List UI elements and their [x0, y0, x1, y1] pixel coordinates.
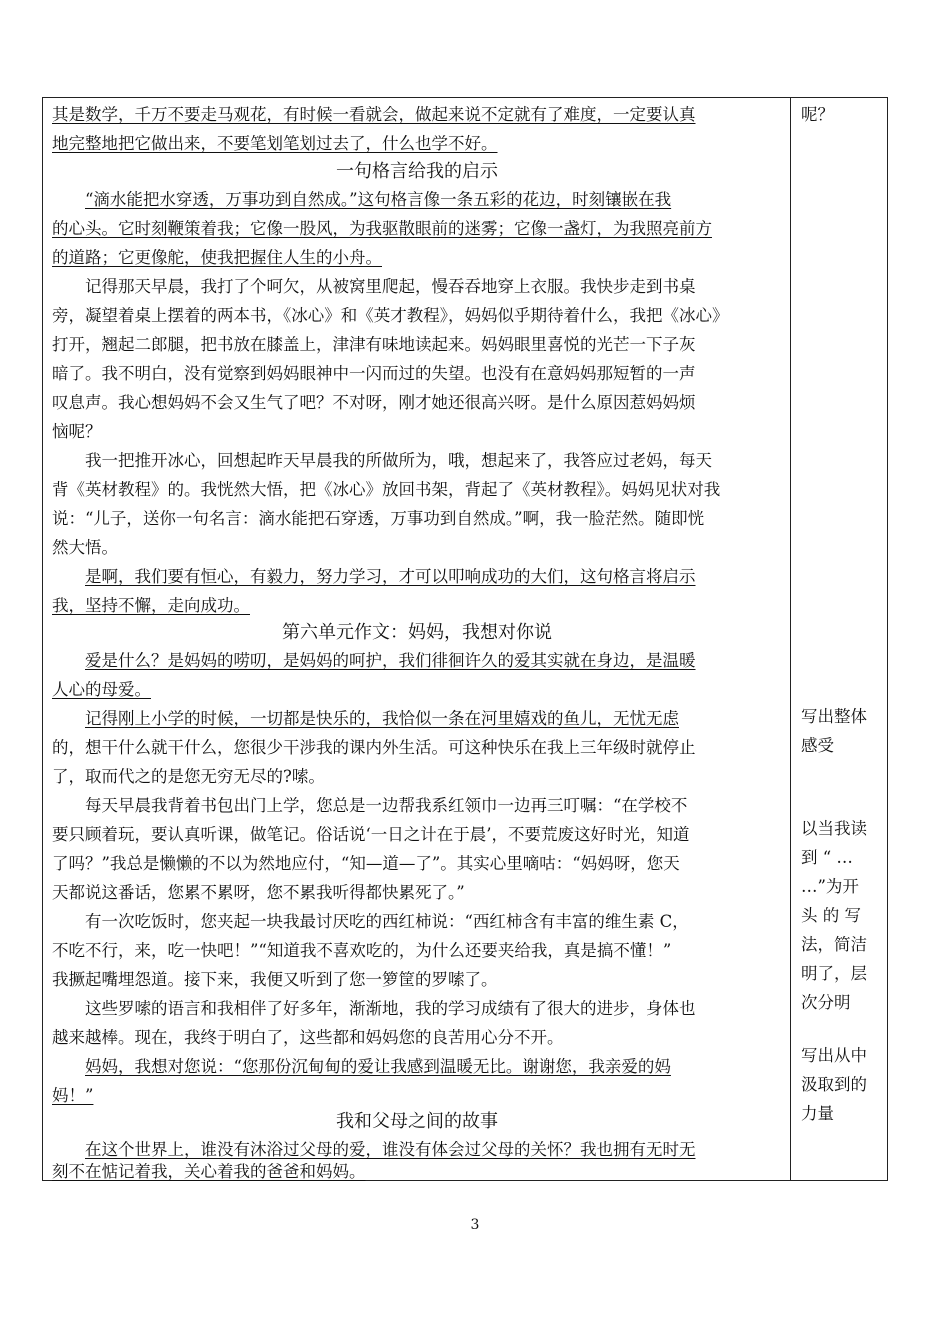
comment-line: 法，简洁	[801, 935, 867, 954]
text-line: 的道路；它更像舵，使我把握住人生的小舟。	[52, 248, 382, 267]
text-line: 恼呢？	[52, 422, 102, 441]
text-line: 的，想干什么就干什么，您很少干涉我的课内外生活。可这种快乐在我上三年级时就停止	[52, 738, 696, 757]
text-line: 有一次吃饭时，您夹起一块我最讨厌吃的西红柿说：“西红柿含有丰富的维生素 C，	[85, 912, 689, 931]
text-line: 了吗？”我总是懒懒的不以为然地应付，“知—道—了”。其实心里嘀咕：“妈妈呀，您天	[52, 854, 680, 873]
comment-line: …”为开	[801, 877, 859, 896]
text-line: “滴水能把水穿透，万事功到自然成。”这句格言像一条五彩的花边，时刻镶嵌在我	[85, 190, 672, 209]
text-line: 妈妈，我想对您说：“您那份沉甸甸的爱让我感到温暖无比。谢谢您，我亲爱的妈	[85, 1057, 671, 1076]
text-line: 在这个世界上，谁没有沐浴过父母的爱，谁没有体会过父母的关怀？我也拥有无时无	[85, 1140, 696, 1159]
text-line: 不吃不行，来，吃一快吧！”“知道我不喜欢吃的，为什么还要夹给我，真是搞不懂！”	[52, 941, 672, 960]
text-line: 旁，凝望着桌上摆着的两本书，《冰心》和《英才教程》，妈妈似乎期待着什么，我把《冰心》	[52, 306, 729, 325]
essay-table	[42, 97, 888, 1181]
text-line: 背《英材教程》的。我恍然大悟，把《冰心》放回书架，背起了《英材教程》。妈妈见状对我	[52, 480, 721, 499]
text-line: 打开，翘起二郎腿，把书放在膝盖上，津津有味地读起来。妈妈眼里喜悦的光芒一下子灰	[52, 335, 696, 354]
text-line: 暗了。我不明白，没有觉察到妈妈眼神中一闪而过的失望。也没有在意妈妈那短暂的一声	[52, 364, 696, 383]
essay-title: 一句格言给我的启示	[336, 161, 498, 182]
comment-line: 汲取到的	[801, 1075, 867, 1094]
comment-line: 感受	[801, 736, 834, 755]
essay-title: 第六单元作文：妈妈，我想对你说	[282, 622, 552, 643]
comment-line: 明了，层	[801, 964, 867, 983]
comment-line: 到 “ …	[801, 848, 853, 867]
text-line: 越来越棒。现在，我终于明白了，这些都和妈妈您的良苦用心分不开。	[52, 1028, 564, 1047]
comment-line: 写出从中	[801, 1046, 867, 1065]
text-line: 每天早晨我背着书包出门上学，您总是一边帮我系红领巾一边再三叮嘱：“在学校不	[85, 796, 688, 815]
text-line: 天都说这番话，您累不累呀，您不累我听得都快累死了。”	[52, 883, 465, 902]
text-line: 我，坚持不懈，走向成功。	[52, 596, 250, 615]
comment-column	[791, 98, 887, 1180]
text-line: 我撅起嘴埋怨道。接下来，我便又听到了您一箩筐的罗嗦了。	[52, 970, 498, 989]
comment-line: 呢？	[801, 105, 834, 124]
text-span: 记得刚上小学的时候，一切都是快乐的，我恰似一条在河里嬉戏的鱼儿，无忧无虑	[85, 709, 679, 728]
text-line: 是啊，我们要有恒心，有毅力，努力学习，才可以叩响成功的大们，这句格言将启示	[85, 567, 696, 586]
text-line: 其是数学，千万不要走马观花，有时候一看就会，做起来说不定就有了难度，一定要认真	[52, 105, 696, 124]
essay-column	[43, 98, 791, 1180]
text-line: 要只顾着玩，要认真听课，做笔记。俗话说‘一日之计在于晨’，不要荒废这好时光，知道	[52, 825, 690, 844]
text-line: 妈！”	[52, 1086, 94, 1105]
comment-line: 以当我读	[801, 819, 867, 838]
text-line: 这些罗嗦的语言和我相伴了好多年，渐渐地，我的学习成绩有了很大的进步，身体也	[85, 999, 696, 1018]
essay-title: 我和父母之间的故事	[336, 1111, 498, 1132]
text-line: 记得那天早晨，我打了个呵欠，从被窝里爬起，慢吞吞地穿上衣服。我快步走到书桌	[85, 277, 696, 296]
text-line	[85, 709, 784, 729]
page-number: 3	[470, 1217, 480, 1233]
text-line: 人心的母爱。	[52, 680, 151, 699]
comment-line: 写出整体	[801, 707, 867, 726]
comment-line: 力量	[801, 1104, 834, 1123]
comment-line: 头 的 写	[801, 906, 861, 925]
text-line: 我一把推开冰心，回想起昨天早晨我的所做所为，哦，想起来了，我答应过老妈，每天	[85, 451, 712, 470]
text-line: 了，取而代之的是您无穷无尽的?嗦。	[52, 767, 325, 786]
text-line: 爱是什么？是妈妈的唠叨，是妈妈的呵护，我们徘徊许久的爱其实就在身边，是温暖	[85, 651, 696, 670]
text-line: 的心头。它时刻鞭策着我；它像一股风，为我驱散眼前的迷雾；它像一盏灯，为我照亮前方	[52, 219, 712, 238]
text-line: 地完整地把它做出来，不要笔划笔划过去了，什么也学不好。	[52, 134, 498, 153]
text-line: 说：“儿子，送你一句名言：滴水能把石穿透，万事功到自然成。”啊，我一脸茫然。随即恍	[52, 509, 705, 528]
comment-line: 次分明	[801, 993, 851, 1012]
text-line: 叹息声。我心想妈妈不会又生气了吧？不对呀，刚才她还很高兴呀。是什么原因惹妈妈烦	[52, 393, 696, 412]
text-line: 刻不在惦记着我，关心着我的爸爸和妈妈。	[52, 1162, 366, 1181]
text-line: 然大悟。	[52, 538, 118, 557]
